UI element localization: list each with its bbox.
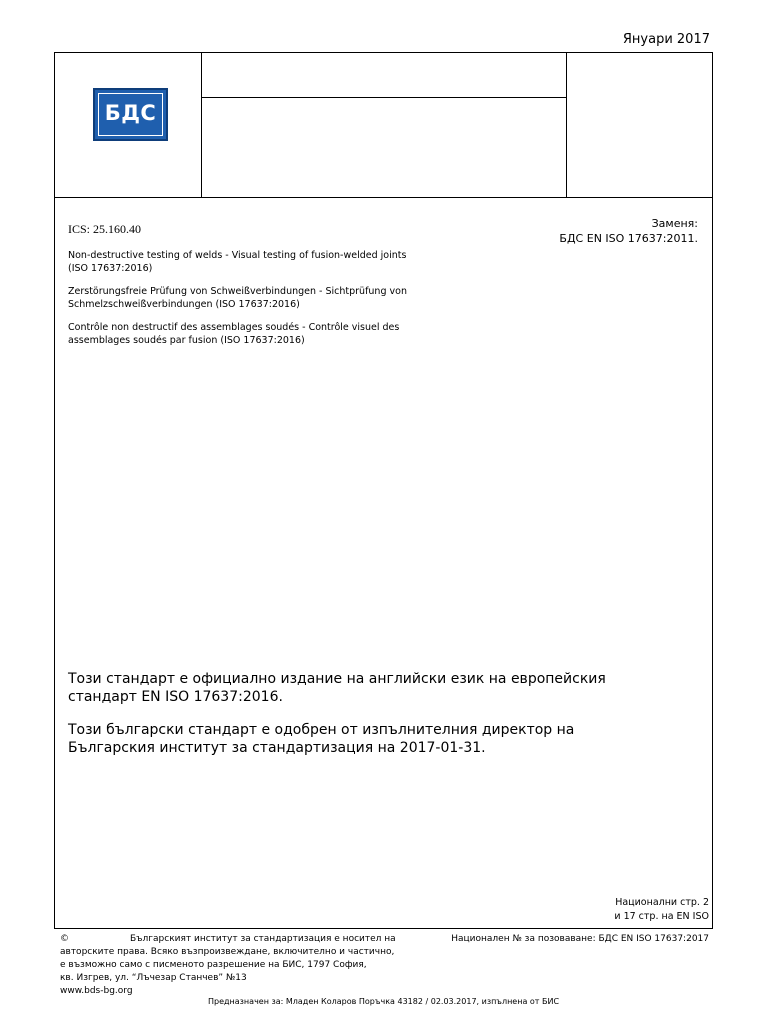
replaces-value: БДС EN ISO 17637:2011. bbox=[559, 232, 698, 245]
official-edition-statement: Този стандарт е официално издание на английски език на европейския стандарт EN ISO 17637:2016. bbox=[68, 671, 606, 705]
national-pages-line1: Национални стр. 2 bbox=[615, 897, 709, 908]
issued-for-line: Предназначен за: Младен Коларов Поръчка 43182 / 02.03.2017, изпълнена от БИС bbox=[208, 997, 560, 1006]
copyright-symbol: © bbox=[60, 934, 69, 944]
replaces-label: Заменя: bbox=[651, 217, 698, 230]
logo-cell bbox=[55, 53, 202, 197]
title-french: Contrôle non destructif des assemblages soudés - Contrôle visuel des assemblages soudés par fusion (ISO 17637:2016) bbox=[68, 322, 400, 346]
copyright-line4: кв. Изгрев, ул. “Лъчезар Станчев” №13 bbox=[60, 973, 247, 983]
page-count bbox=[614, 896, 709, 924]
ics-code: ICS: 25.160.40 bbox=[68, 222, 142, 236]
bds-logo bbox=[93, 88, 168, 141]
header-middle-top-cell bbox=[202, 53, 566, 98]
title-german: Zerstörungsfreie Prüfung von Schweißverbindungen - Sichtprüfung von Schmelzschweißverbindungen (ISO 17637:2016) bbox=[68, 286, 407, 310]
copyright-line2: авторските права. Всяко възпроизвеждане, включително и частично, bbox=[60, 947, 395, 957]
copyright-line1: Българският институт за стандартизация е носител на bbox=[130, 934, 396, 944]
header-middle-cell bbox=[202, 53, 567, 197]
bds-logo-text: БДС bbox=[98, 93, 163, 136]
replaces-block bbox=[559, 216, 698, 246]
title-english: Non-destructive testing of welds - Visual testing of fusion-welded joints (ISO 17637:2016) bbox=[68, 250, 407, 274]
website-link: www.bds-bg.org bbox=[60, 986, 133, 996]
copyright-notice bbox=[60, 933, 400, 998]
header-table bbox=[54, 52, 713, 198]
issue-date: Януари 2017 bbox=[622, 32, 710, 47]
copyright-line3: е възможно само с писменото разрешение на БИС, 1797 София, bbox=[60, 960, 367, 970]
approval-statement: Този български стандарт е одобрен от изпълнителния директор на Българския институт за стандартизация на 2017-01-31. bbox=[68, 722, 575, 756]
national-pages-line2: и 17 стр. на EN ISO bbox=[614, 911, 709, 922]
reference-number: Национален № за позоваване: БДС EN ISO 17637:2017 bbox=[451, 934, 709, 944]
